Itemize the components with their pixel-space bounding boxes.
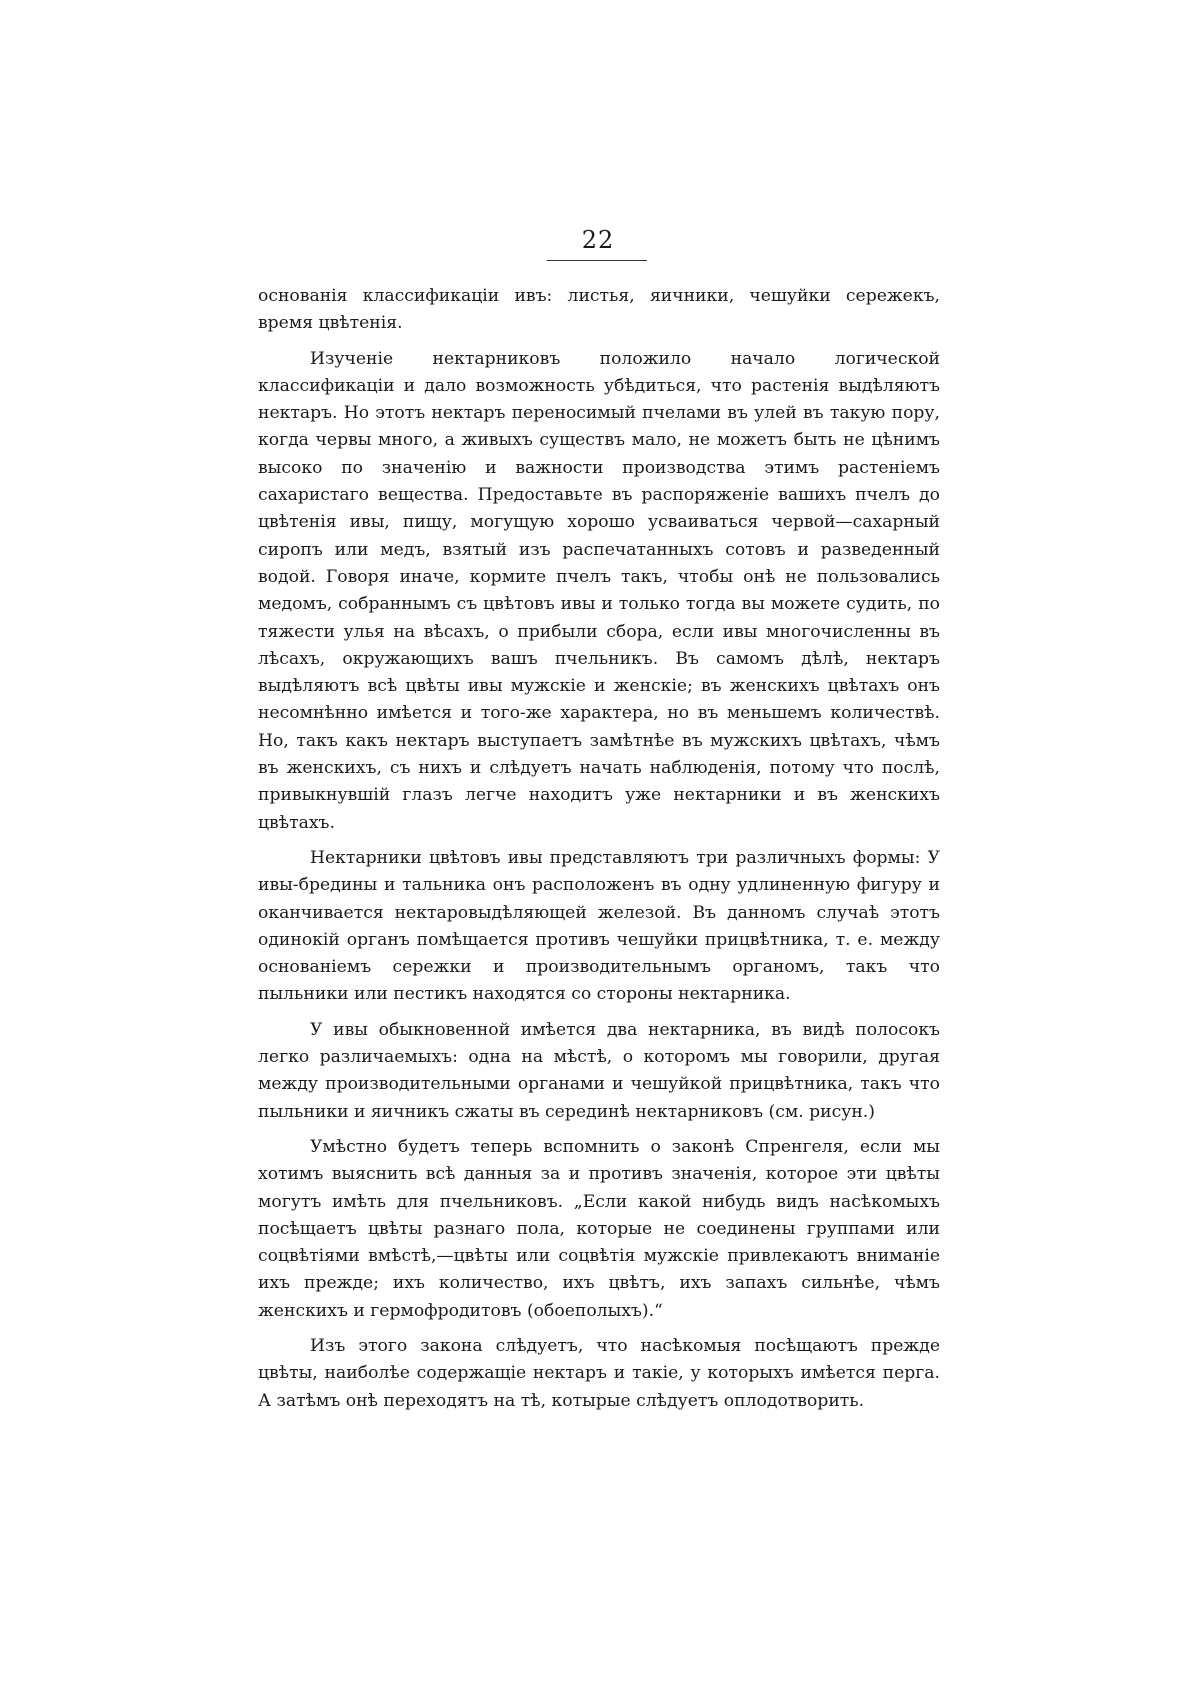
paragraph-sprengel-law: Умѣстно будетъ теперь вспомнить о законѣ Спренгеля, если мы хотимъ выяснить всѣ данныя за и противъ значенія, которое эти цвѣты могутъ имѣть для пчельниковъ. „Если какой нибудь видъ насѣкомыхъ посѣщаетъ цвѣты разнаго пола, которые не соединены группами или соцвѣтіями вмѣстѣ,—цвѣты или соцвѣтія мужскіе привлекаютъ вниманіе ихъ прежде; ихъ количество, ихъ цвѣтъ, ихъ запахъ сильнѣе, чѣмъ женскихъ и гермофродитовъ (обоеполыхъ).“ xyxy=(258,1136,940,1321)
page-number: 22 xyxy=(581,226,615,254)
paragraph-nectary-forms: Нектарники цвѣтовъ ивы представляютъ три различныхъ формы: У ивы-бредины и тальника онъ расположенъ въ одну удлиненную фигуру и оканчивается нектаровыдѣляющей железой. Въ данномъ случаѣ этотъ одинокій органъ помѣщается противъ чешуйки прицвѣтника, т. е. между основаніемъ сережки и производительнымъ органомъ, такъ что пыльники или пестикъ находятся со стороны нектарника. xyxy=(258,847,940,1005)
body-text xyxy=(258,283,940,1423)
paragraph-common-willow: У ивы обыкновенной имѣется два нектарника, въ видѣ полосокъ легко различаемыхъ: одна на мѣстѣ, о которомъ мы говорили, другая между производительными органами и чешуйкой прицвѣтника, такъ что пыльники и яичникъ сжаты въ серединѣ нектарниковъ (см. рисун.) xyxy=(258,1019,940,1122)
paragraph-conclusion: Изъ этого закона слѣдуетъ, что насѣкомыя посѣщаютъ прежде цвѣты, наиболѣе содержащіе нектаръ и такіе, у которыхъ имѣется перга. А затѣмъ онѣ переходятъ на тѣ, котырые слѣдуетъ оплодотворить. xyxy=(258,1335,940,1411)
paragraph-continuation: основанія классификаціи ивъ: листья, яичники, чешуйки сережекъ, время цвѣтенія. xyxy=(258,286,940,334)
paragraph-nectaries-study: Изученіе нектарниковъ положило начало логической классификаціи и дало возможность убѣдиться, что растенія выдѣляютъ нектаръ. Но этотъ нектаръ переносимый пчелами въ улей въ такую пору, когда червы много, а живыхъ существъ мало, не можетъ быть не цѣнимъ высоко по значенію и важности производства этимъ растеніемъ сахаристаго вещества. Предоставьте въ распоряженіе вашихъ пчелъ до цвѣтенія ивы, пищу, могущую хорошо усваиваться червой—сахарный сиропъ или медъ, взятый изъ распечатанныхъ сотовъ и разведенный водой. Говоря иначе, кормите пчелъ такъ, чтобы онѣ не пользовались медомъ, собраннымъ съ цвѣтовъ ивы и только тогда вы можете судить, по тяжести улья на вѣсахъ, о прибыли сбора, если ивы многочисленны въ лѣсахъ, окружающихъ вашъ пчельникъ. Въ самомъ дѣлѣ, нектаръ выдѣляютъ всѣ цвѣты ивы мужскіе и женскіе; въ женскихъ цвѣтахъ онъ несомнѣнно имѣется и того-же характера, но въ меньшемъ количествѣ. Но, такъ какъ нектаръ выступаетъ замѣтнѣе въ мужскихъ цвѣтахъ, чѣмъ въ женскихъ, съ нихъ и слѣдуетъ начать наблюденія, потому что послѣ, привыкнувшій глазъ легче находитъ уже нектарники и въ женскихъ цвѣтахъ. xyxy=(258,348,940,833)
page-number-rule xyxy=(547,260,647,261)
